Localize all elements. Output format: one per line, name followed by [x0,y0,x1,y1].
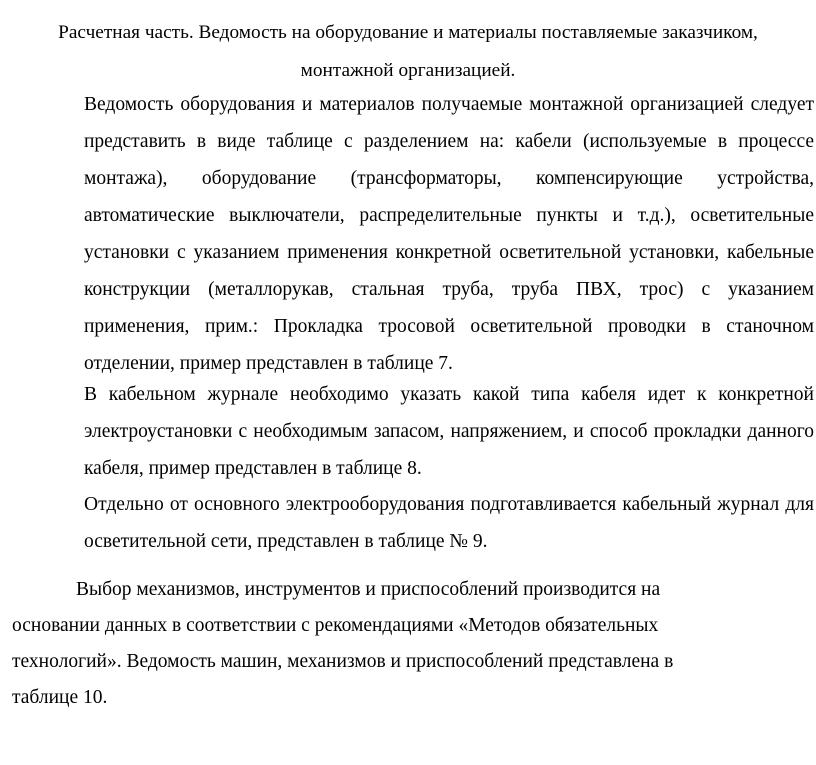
heading-line-1: Расчетная часть. Ведомость на оборудование и материалы поставляемые заказчиком, [58,22,758,43]
section-heading [10,14,806,90]
heading-line-2: монтажной организацией. [300,60,516,81]
paragraph-lighting-cable-journal: Отдельно от основного электрооборудования подготавливается кабельный журнал для осветительной сети, представлен в таблице № 9. [84,494,814,552]
paragraph-cable-journal: В кабельном журнале необходимо указать какой типа кабеля идет к конкретной электроустановки с необходимым запасом, напряжением, и способ прокладки данного кабеля, пример представлен в таблице 8. [84,384,814,479]
paragraph-equipment-list: Ведомость оборудования и материалов получаемые монтажной организацией следует представить в виде таблице с разделением на: кабели (используемые в процессе монтажа), оборудование (трансформаторы, компенсирующие устройства, автоматические выключатели, распределительные пункты и т.д.), осветительные установки с указанием применения конкретной осветительной установки, кабельные конструкции (металлорукав, стальная труба, труба ПВХ, трос) с указанием применения, прим.: Прокладка тросовой осветительной проводки в станочном отделении, пример представлен в таблице 7. [84,94,814,374]
paragraph-mechanisms: Выбор механизмов, инструментов и приспособлений производится на основании данных в соответствии с рекомендациями «Методов обязательных технологий». Ведомость машин, механизмов и приспособлений представлена в таблице 10. [12,579,674,708]
